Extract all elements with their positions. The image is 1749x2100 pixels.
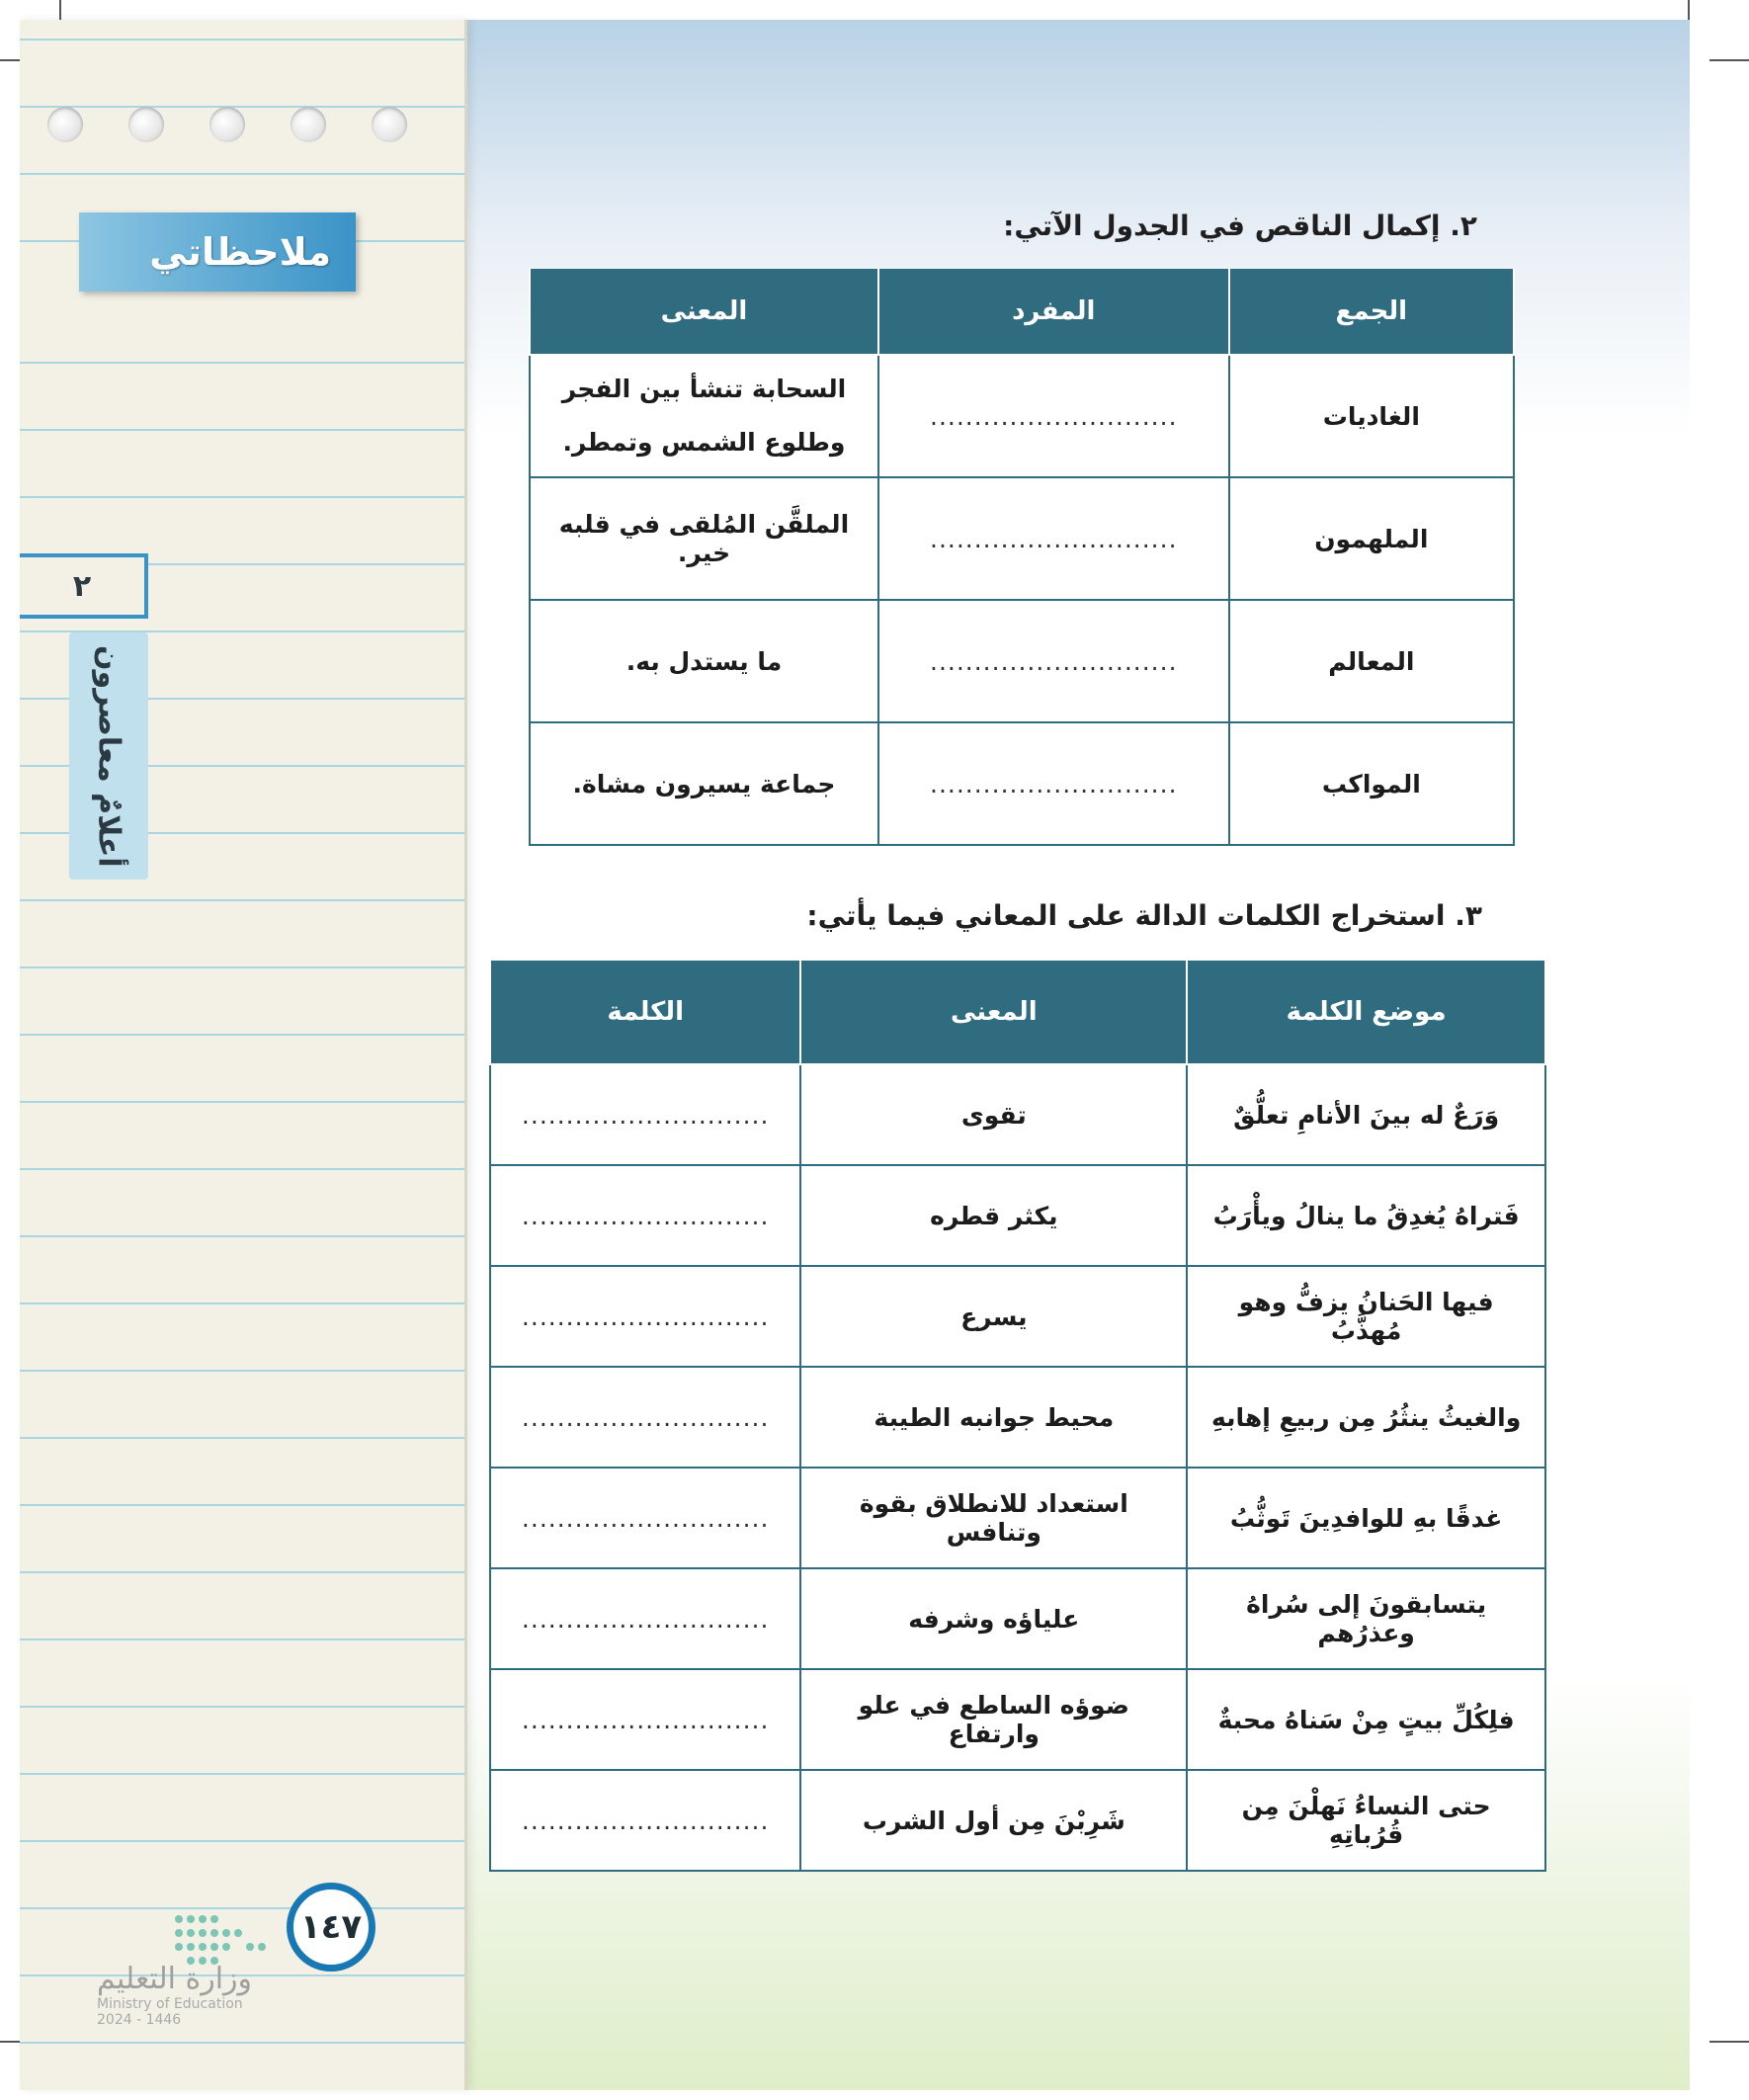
table-row [530,355,1514,477]
header-plural: الجمع [1229,269,1514,355]
context-cell: والغيثُ ينثُرُ مِن ربيعِ إهابهِ [1187,1367,1545,1468]
header-word: الكلمة [490,961,800,1064]
meaning-cell: ما يستدل به. [530,600,878,722]
ring-hole-icon [372,107,407,142]
table-row [490,1367,1545,1468]
singular-answer-blank[interactable]: ............................ [878,600,1229,722]
context-cell: فيها الحَنانُ يزفُّ وهو مُهذَّبُ [1187,1266,1545,1367]
word-answer-blank[interactable]: ............................ [490,1367,800,1468]
singular-answer-blank[interactable]: ............................ [878,477,1229,600]
table-header-row [490,961,1545,1064]
crop-mark [1709,2041,1749,2043]
ring-hole-icon [128,107,164,142]
section-2-heading: ٢. إكمال الناقص في الجدول الآتي: [1003,210,1477,242]
table-row [490,1266,1545,1367]
context-cell: فلِكُلِّ بيتٍ مِنْ سَناهُ محبةٌ [1187,1669,1545,1770]
word-answer-blank[interactable]: ............................ [490,1266,800,1367]
crop-mark [1709,59,1749,61]
plural-cell: المواكب [1229,722,1514,845]
context-cell: حتى النساءُ نَهلْنَ مِن قُرُباتِهِ [1187,1770,1545,1871]
singular-plural-table [529,269,1515,846]
table-row [490,1165,1545,1266]
edition-year: 2024 - 1446 [97,2012,182,2028]
word-extraction-table [489,961,1546,1872]
table-row [530,600,1514,722]
table-row [490,1064,1545,1165]
ministry-logo [97,1962,265,2028]
ring-hole-icon [291,107,326,142]
singular-answer-blank[interactable]: ............................ [878,355,1229,477]
word-answer-blank[interactable]: ............................ [490,1165,800,1266]
word-answer-blank[interactable]: ............................ [490,1468,800,1568]
plural-cell: المعالم [1229,600,1514,722]
meaning-cell: تقوى [800,1064,1187,1165]
header-meaning: المعنى [800,961,1187,1064]
plural-cell: الغاديات [1229,355,1514,477]
table-row [490,1568,1545,1669]
table-row [530,722,1514,845]
notes-tab [79,212,356,292]
unit-number-badge [20,553,148,619]
page-number-badge [287,1883,375,1972]
context-cell: يتسابقونَ إلى سُراهُ وعذرُهم [1187,1568,1545,1669]
ring-hole-icon [209,107,245,142]
singular-answer-blank[interactable]: ............................ [878,722,1229,845]
ring-hole-icon [47,107,83,142]
word-answer-blank[interactable]: ............................ [490,1770,800,1871]
unit-title-tab [69,632,148,880]
table-row [490,1770,1545,1871]
table-row [490,1468,1545,1568]
table-row [530,477,1514,600]
header-singular: المفرد [878,269,1229,355]
meaning-cell: محيط جوانبه الطيبة [800,1367,1187,1468]
context-cell: فَتراهُ يُغدِقُ ما ينالُ ويأْرَبُ [1187,1165,1545,1266]
plural-cell: الملهمون [1229,477,1514,600]
meaning-cell: شَرِبْنَ مِن أول الشرب [800,1770,1187,1871]
context-cell: غدقًا بهِ للوافدِينَ تَوثُّبُ [1187,1468,1545,1568]
table-row [490,1669,1545,1770]
ministry-name-en: Ministry of Education [97,1996,243,2012]
context-cell: وَرَعٌ له بينَ الأنامِ تعلُّقٌ [1187,1064,1545,1165]
meaning-cell: الملقَّن المُلقى في قلبه خير. [530,477,878,600]
meaning-cell: السحابة تنشأ بين الفجر وطلوع الشمس وتمطر. [530,355,878,477]
word-answer-blank[interactable]: ............................ [490,1669,800,1770]
header-meaning: المعنى [530,269,878,355]
meaning-cell: ضوؤه الساطع في علو وارتفاع [800,1669,1187,1770]
meaning-cell: يكثر قطره [800,1165,1187,1266]
word-answer-blank[interactable]: ............................ [490,1064,800,1165]
meaning-cell: يسرع [800,1266,1187,1367]
page-number: ١٤٧ [299,1907,363,1947]
ministry-name-ar: وزارة التعليم [97,1962,253,1996]
word-answer-blank[interactable]: ............................ [490,1568,800,1669]
meaning-cell: علياؤه وشرفه [800,1568,1187,1669]
unit-number: ٢ [72,568,92,604]
notes-sidebar [20,20,467,2090]
section-3-heading: ٣. استخراج الكلمات الدالة على المعاني فيما يأتي: [806,899,1482,932]
ministry-logo-icon [173,1905,282,1965]
table-header-row [530,269,1514,355]
meaning-cell: جماعة يسيرون مشاة. [530,722,878,845]
meaning-cell: استعداد للانطلاق بقوة وتنافس [800,1468,1187,1568]
header-context: موضع الكلمة [1187,961,1545,1064]
unit-title: أعلامٌ معاصرون [91,644,126,868]
notes-label: ملاحظاتي [149,230,331,274]
